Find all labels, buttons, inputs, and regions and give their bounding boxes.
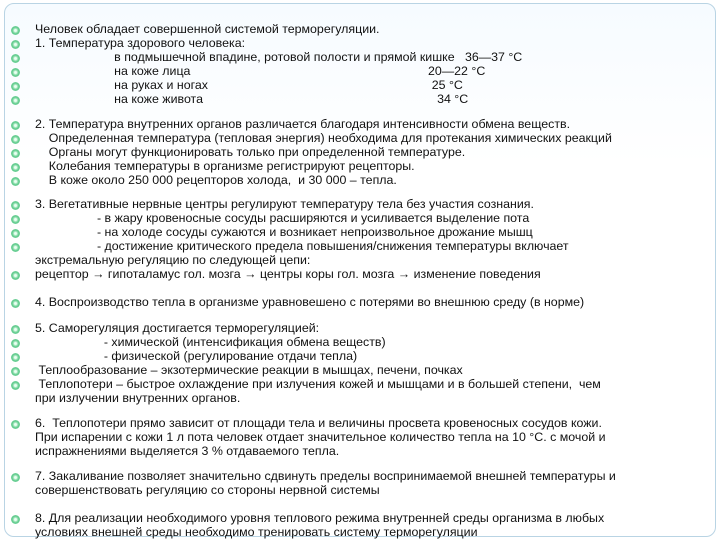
- text-line: [35, 296, 709, 310]
- bullet-icon: [11, 515, 20, 524]
- line-text: в подмышечной впадине, ротовой полости и прямой кишке 36—37 °С: [35, 49, 523, 64]
- bullet-icon: [11, 135, 20, 144]
- line-text: При испарении с кожи 1 л пота человек отдает значительное количество тепла на 10 °С. с мочой и: [35, 429, 606, 444]
- line-text: 4. Воспроизводство тепла в организме уравновешено с потерями во внешнюю среду (в норме): [35, 295, 585, 310]
- line-text: Определенная температура (тепловая энергия) необходима для протекания химических реакций: [35, 130, 612, 145]
- line-text: - в жару кровеносные сосуды расширяются и усиливается выделение пота: [35, 211, 530, 226]
- spacer: [35, 282, 709, 296]
- text-line: [35, 226, 709, 240]
- line-text: - химической (интенсификация обмена веществ): [35, 335, 386, 350]
- text-line: [35, 336, 709, 350]
- text-line: [35, 268, 709, 282]
- line-text: Теплообразование – экзотермические реакции в мышцах, печени, почках: [35, 363, 463, 378]
- bullet-icon: [11, 243, 20, 252]
- bullet-icon: [11, 163, 20, 172]
- text-line: [35, 392, 709, 406]
- line-text: экстремальную регуляцию по следующей цепи:: [35, 253, 311, 268]
- text-line: [35, 445, 709, 459]
- text-block: [35, 118, 709, 188]
- text-line: [35, 93, 709, 107]
- slide: [4, 3, 716, 537]
- bullet-icon: [11, 121, 20, 130]
- text-line: [35, 364, 709, 378]
- line-text: 2. Температура внутренних органов различается благодаря интенсивности обмена веществ.: [35, 116, 571, 131]
- text-line: [35, 65, 709, 79]
- bullet-icon: [11, 149, 20, 158]
- line-text: 7. Закаливание позволяет значительно сдвинуть пределы воспринимаемой внешней температуры и: [35, 468, 616, 483]
- text-line: [35, 79, 709, 93]
- bullet-icon: [11, 201, 20, 210]
- line-text: совершенствовать регуляцию со стороны нервной системы: [35, 482, 380, 497]
- line-text: - на холоде сосуды сужаются и возникает непроизвольное дрожание мышц: [35, 225, 533, 240]
- bullet-icon: [11, 339, 20, 348]
- line-text: рецептор → гипоталамус гол. мозга → центры коры гол. мозга → изменение поведения: [35, 267, 541, 282]
- text-block: [35, 296, 709, 310]
- text-line: [35, 417, 709, 431]
- line-text: - физической (регулирование отдачи тепла): [35, 349, 358, 364]
- text-block: [35, 198, 709, 282]
- text-line: [35, 350, 709, 364]
- bullet-icon: [11, 215, 20, 224]
- text-block: [35, 23, 709, 107]
- text-line: [35, 118, 709, 132]
- text-line: [35, 212, 709, 226]
- text-line: [35, 378, 709, 392]
- bullet-icon: [11, 229, 20, 238]
- bullet-icon: [11, 54, 20, 63]
- line-text: 5. Саморегуляция достигается терморегуляцией:: [35, 321, 320, 336]
- line-text: 1. Температура здорового человека:: [35, 35, 246, 50]
- line-text: на коже лица 20—22 °С: [35, 63, 486, 78]
- text-line: [35, 23, 709, 37]
- spacer: [35, 498, 709, 512]
- line-text: испражнениями выделяется 3 % отдаваемого тепла.: [35, 443, 340, 458]
- line-text: на руках и ногах 25 °С: [35, 77, 463, 92]
- bullet-icon: [11, 353, 20, 362]
- text-block: [35, 512, 709, 540]
- text-line: [35, 37, 709, 51]
- line-text: Органы могут функционировать только при определенной температуре.: [35, 144, 466, 159]
- text-line: [35, 484, 709, 498]
- line-text: условиях внешней среды необходимо тренировать систему терморегуляции: [35, 524, 478, 539]
- line-text: 6. Теплопотери прямо зависит от площади тела и величины просвета кровеносных сосудов кожи.: [35, 415, 602, 430]
- line-text: на коже живота 34 °С: [35, 91, 469, 106]
- text-line: [35, 198, 709, 212]
- line-text: Колебания температуры в организме регистрируют рецепторы.: [35, 158, 415, 173]
- bullet-icon: [11, 473, 20, 482]
- line-text: В коже около 250 000 рецепторов холода, и 30 000 – тепла.: [35, 172, 397, 187]
- text-block: [35, 322, 709, 406]
- text-line: [35, 160, 709, 174]
- bullet-icon: [11, 40, 20, 49]
- line-text: 3. Вегетативные нервные центры регулируют температуру тела без участия сознания.: [35, 197, 534, 212]
- bullet-icon: [11, 271, 20, 280]
- text-line: [35, 51, 709, 65]
- text-line: [35, 146, 709, 160]
- text-line: [35, 240, 709, 254]
- text-block: [35, 417, 709, 459]
- bullet-icon: [11, 177, 20, 186]
- bullet-icon: [11, 26, 20, 35]
- text-line: [35, 322, 709, 336]
- bullet-icon: [11, 367, 20, 376]
- bullet-icon: [11, 299, 20, 308]
- text-line: [35, 512, 709, 526]
- bullet-icon: [11, 325, 20, 334]
- text-line: [35, 174, 709, 188]
- bullet-icon: [11, 96, 20, 105]
- bullet-icon: [11, 68, 20, 77]
- line-text: - достижение критического предела повышения/снижения температуры включает: [35, 239, 569, 254]
- line-text: 8. Для реализации необходимого уровня теплового режима внутренней среды организма в любых: [35, 510, 605, 525]
- text-block: [35, 470, 709, 498]
- line-text: Теплопотери – быстрое охлаждение при излучения кожей и мышцами и в большей степени, чем: [35, 376, 601, 391]
- text-line: [35, 254, 709, 268]
- text-line: [35, 431, 709, 445]
- text-line: [35, 132, 709, 146]
- text-line: [35, 526, 709, 540]
- text-line: [35, 470, 709, 484]
- bullet-icon: [11, 82, 20, 91]
- line-text: при излучении внутренних органов.: [35, 390, 241, 405]
- bullet-icon: [11, 381, 20, 390]
- line-text: Человек обладает совершенной системой терморегуляции.: [35, 22, 380, 36]
- bullet-icon: [11, 420, 20, 429]
- slide-content: [35, 22, 709, 539]
